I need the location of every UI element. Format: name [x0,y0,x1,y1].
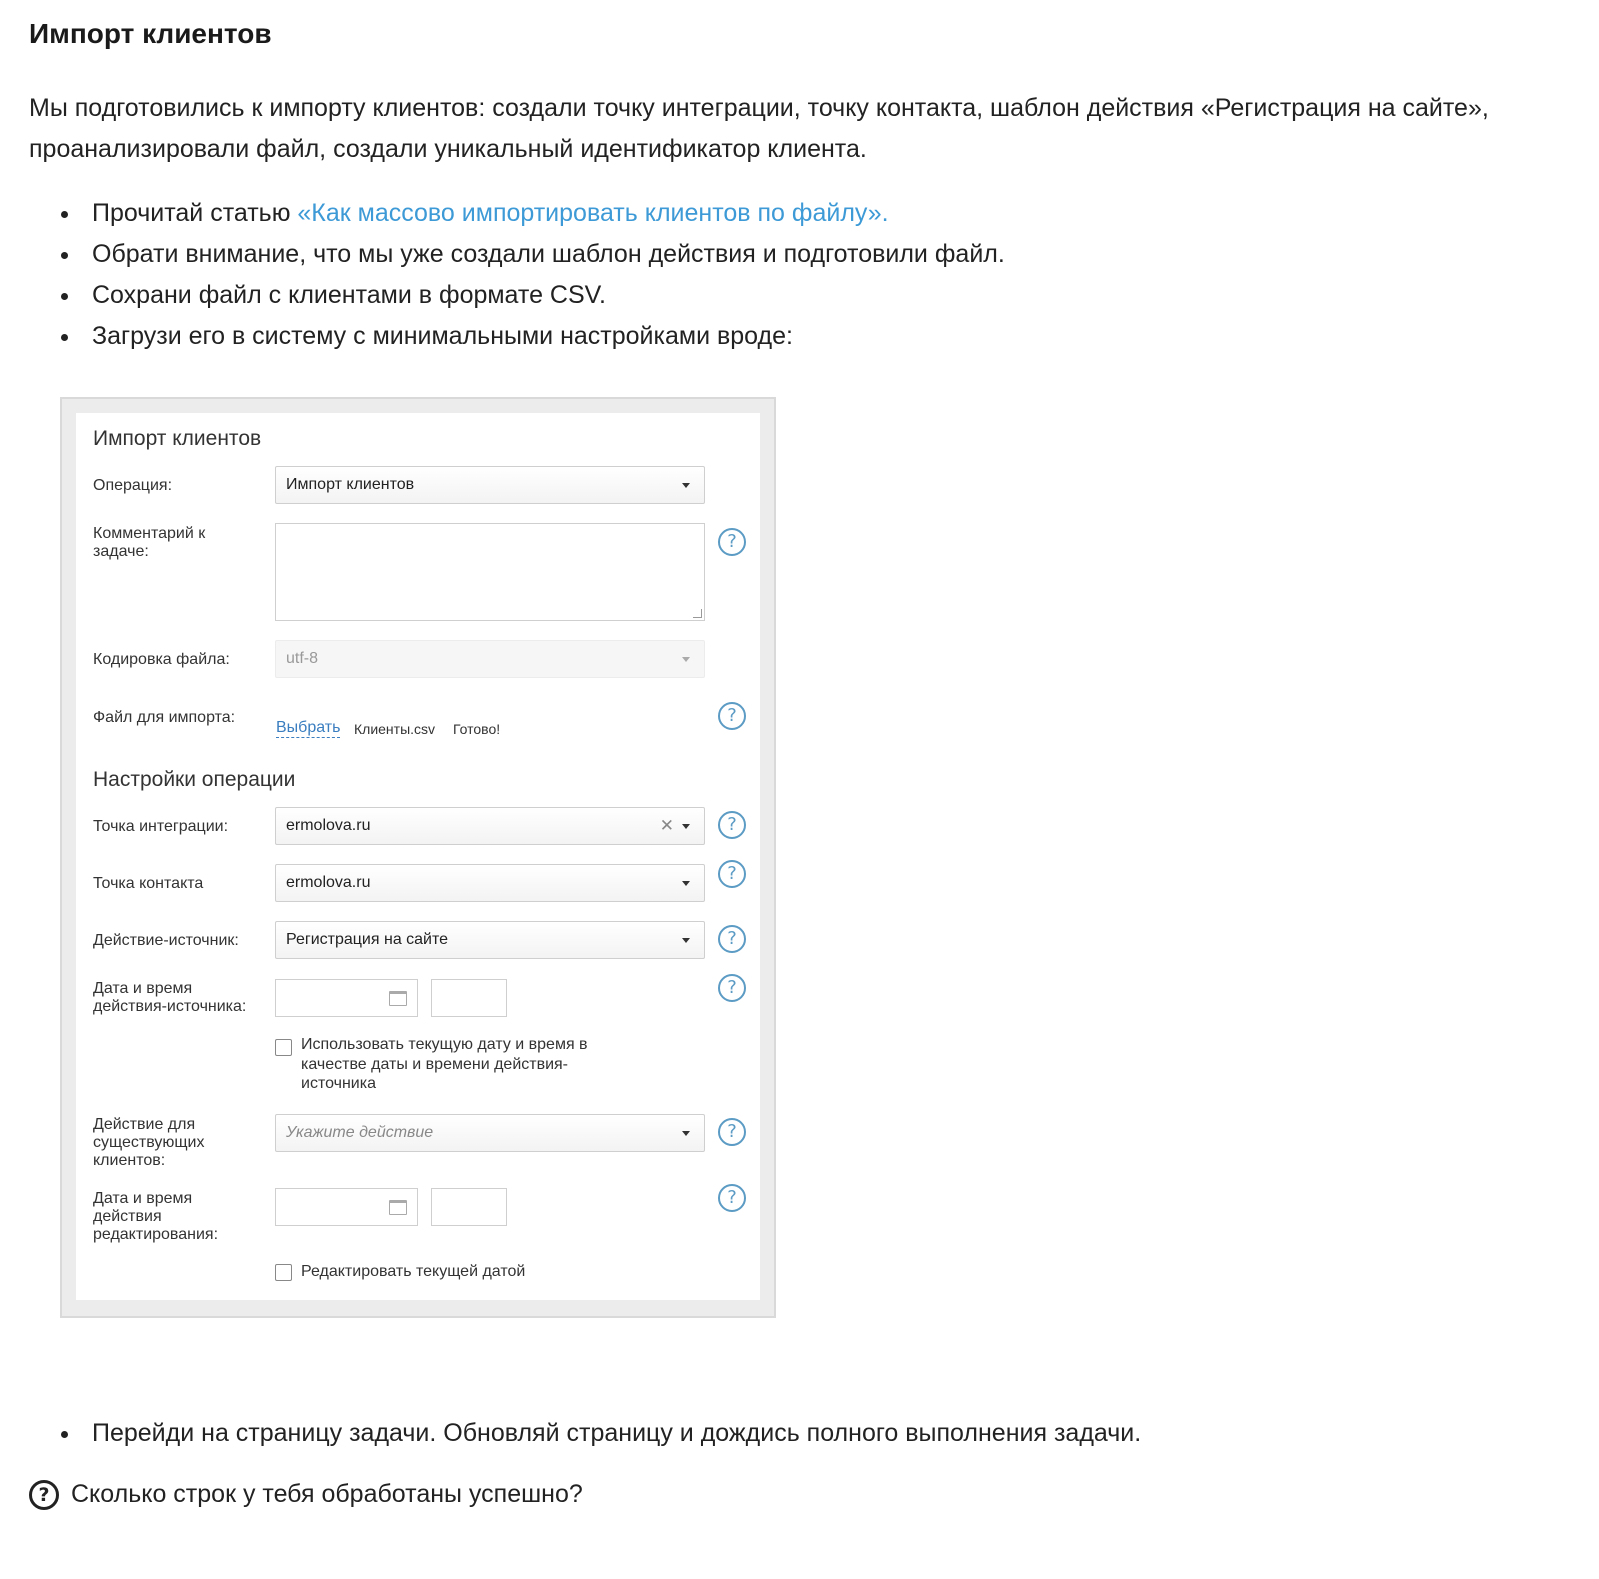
import-form-screenshot [60,397,776,1318]
upload-status: Готово! [453,721,501,737]
help-icon[interactable]: ? [718,1118,746,1146]
edit-current-date-label: Редактировать текущей датой [301,1263,526,1280]
list-item-text: Загрузи его в систему с минимальными настройками вроде: [92,322,793,350]
integration-label: Точка интеграции: [93,818,229,835]
chevron-down-icon [682,938,690,943]
page-title: Импорт клиентов [29,18,272,49]
contact-select[interactable] [275,864,705,902]
edit-time-input[interactable] [431,1188,507,1226]
list-item-text: Перейди на страницу задачи. Обновляй страницу и дождись полного выполнения задачи. [92,1419,1142,1447]
encoding-select [275,640,705,678]
use-current-datetime-label: Использовать текущую дату и время в качестве даты и времени действия-источника [301,1036,588,1092]
operation-label: Операция: [93,477,173,494]
source-date-input[interactable] [275,979,418,1017]
list-item-text: Сохрани файл с клиентами в формате CSV. [92,281,606,309]
integration-select[interactable] [275,807,705,845]
source-action-value: Регистрация на сайте [286,931,449,948]
choose-file-link[interactable]: Выбрать [276,719,341,736]
form-title: Импорт клиентов [93,427,262,450]
use-current-datetime-checkbox[interactable] [275,1039,292,1056]
integration-value: ermolova.ru [286,817,371,834]
chevron-down-icon [682,824,690,829]
bullet-icon [61,252,68,259]
help-icon[interactable]: ? [718,702,746,730]
existing-action-placeholder: Укажите действие [286,1124,434,1141]
calendar-icon[interactable] [389,991,407,1006]
help-icon[interactable]: ? [718,974,746,1002]
settings-title: Настройки операции [93,768,296,791]
bullet-icon [61,293,68,300]
clear-icon[interactable]: ✕ [659,816,674,835]
question [29,1480,583,1510]
question-icon: ? [29,1480,59,1510]
encoding-value: utf-8 [286,650,319,667]
contact-value: ermolova.ru [286,874,371,891]
source-action-label: Действие-источник: [93,932,239,949]
comment-textarea[interactable] [275,523,705,621]
steps-list-continued [29,1413,1141,1454]
intro-paragraph: Мы подготовились к импорту клиентов: создали точку интеграции, точку контакта, шаблон действия «Регистрация на сайте», проанализировали файл, создали уникальный идентификатор клиента. [29,94,1489,163]
chevron-down-icon [682,657,690,662]
bullet-icon [61,334,68,341]
chevron-down-icon [682,483,690,488]
list-item-text: Прочитай статью [92,199,298,227]
operation-select[interactable] [275,466,705,504]
help-icon[interactable]: ? [718,811,746,839]
comment-label: Комментарий к задаче: [93,525,206,560]
bullet-icon [61,1431,68,1438]
list-item [29,1413,1141,1454]
calendar-icon[interactable] [389,1200,407,1215]
source-action-select[interactable] [275,921,705,959]
file-label: Файл для импорта: [93,709,236,726]
edit-current-date-checkbox[interactable] [275,1264,292,1281]
resize-handle-icon[interactable] [693,609,702,618]
list-item [29,316,1005,357]
existing-action-label: Действие для существующих клиентов: [93,1116,205,1169]
help-icon[interactable]: ? [718,528,746,556]
operation-value: Импорт клиентов [286,476,415,493]
source-time-input[interactable] [431,979,507,1017]
edit-date-input[interactable] [275,1188,418,1226]
help-icon[interactable]: ? [718,925,746,953]
file-name: Клиенты.csv [354,721,436,737]
steps-list [29,193,1005,357]
chevron-down-icon [682,1131,690,1136]
bullet-icon [61,211,68,218]
help-icon[interactable]: ? [718,860,746,888]
existing-action-select[interactable] [275,1114,705,1152]
import-form [76,413,760,1300]
source-datetime-label: Дата и время действия-источника: [93,980,247,1015]
chevron-down-icon [682,881,690,886]
article-link[interactable]: «Как массово импортировать клиентов по файлу». [297,199,889,227]
list-item [29,234,1005,275]
question-text: Сколько строк у тебя обработаны успешно? [71,1480,583,1508]
list-item [29,275,1005,316]
list-item-text: Обрати внимание, что мы уже создали шаблон действия и подготовили файл. [92,240,1005,268]
edit-datetime-label: Дата и время действия редактирования: [93,1190,219,1243]
encoding-label: Кодировка файла: [93,651,230,668]
list-item [29,193,1005,234]
contact-label: Точка контакта [93,875,204,892]
help-icon[interactable]: ? [718,1184,746,1212]
